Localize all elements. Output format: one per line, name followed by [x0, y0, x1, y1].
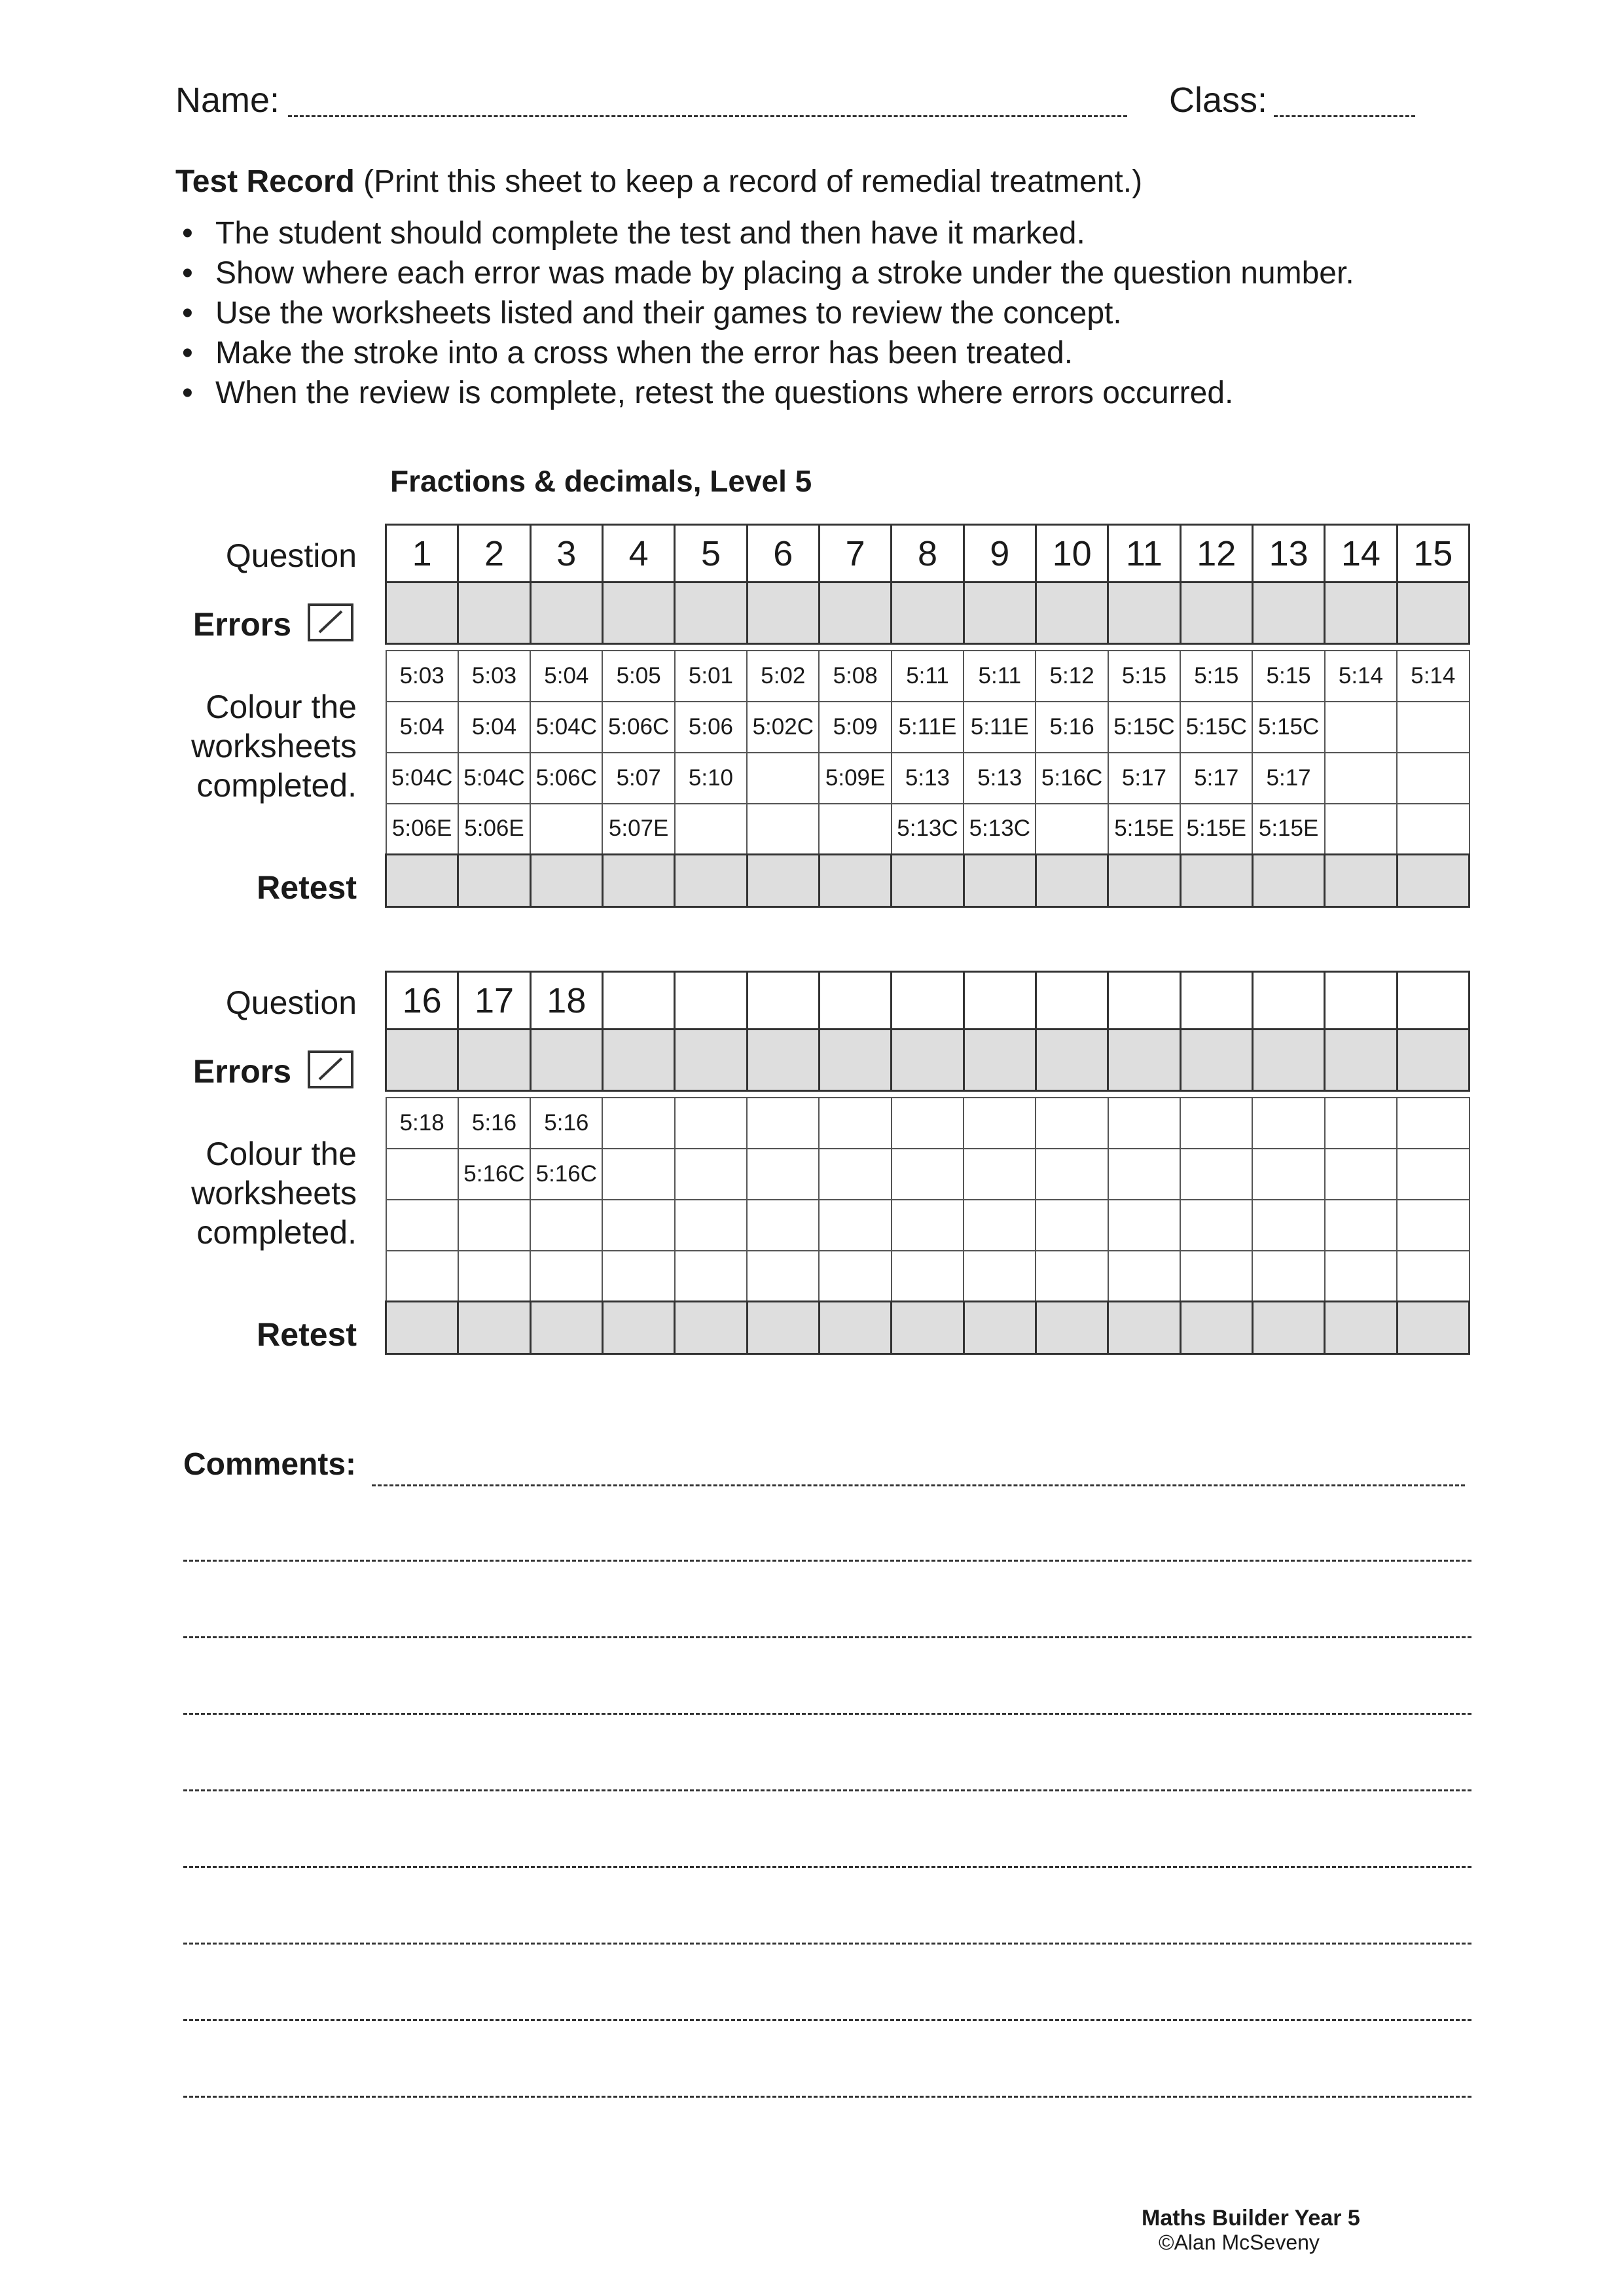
worksheet-cell[interactable] [530, 804, 602, 855]
worksheet-cell[interactable]: 5:15 [1108, 651, 1180, 702]
stroke-key-icon [308, 603, 353, 641]
worksheet-cell[interactable]: 5:14 [1325, 651, 1397, 702]
worksheet-cell[interactable] [458, 1251, 530, 1302]
retest-label: Retest [257, 869, 357, 906]
worksheet-cell[interactable] [1036, 1149, 1108, 1200]
worksheet-cell[interactable] [1325, 753, 1397, 804]
worksheet-cell[interactable]: 5:02 [747, 651, 819, 702]
retest-cell[interactable] [1180, 855, 1252, 907]
worksheet-cell[interactable] [1180, 1149, 1252, 1200]
retest-cell[interactable] [747, 1302, 819, 1354]
worksheet-cell[interactable] [530, 1251, 602, 1302]
worksheet-cell[interactable]: 5:09E [819, 753, 891, 804]
colour-instruction [56, 1134, 357, 1252]
worksheet-cell[interactable] [1108, 1098, 1180, 1149]
worksheet-cell[interactable] [964, 1098, 1036, 1149]
footer-title: Maths Builder Year 5 [1142, 2206, 1360, 2231]
worksheet-cell[interactable] [747, 1200, 819, 1251]
worksheet-cell[interactable] [892, 1200, 964, 1251]
worksheet-cell[interactable] [1036, 1251, 1108, 1302]
question-number: 5 [675, 525, 747, 583]
worksheet-cell[interactable] [964, 1200, 1036, 1251]
question-number: 3 [530, 525, 602, 583]
retest-cell[interactable] [964, 855, 1036, 907]
question-number: 9 [964, 525, 1036, 583]
worksheet-cell[interactable] [819, 1251, 891, 1302]
instruction-item: • Make the stroke into a cross when the error has been treated. [175, 333, 1354, 373]
worksheet-cell[interactable]: 5:11 [964, 651, 1036, 702]
worksheet-cell[interactable]: 5:15E [1180, 804, 1252, 855]
worksheet-cell[interactable]: 5:15 [1180, 651, 1252, 702]
colour-line-3: completed. [196, 1214, 357, 1251]
retest-cell[interactable] [458, 1302, 530, 1354]
colour-line-1: Colour the [206, 1136, 357, 1172]
error-cell[interactable] [892, 583, 964, 644]
worksheet-cell[interactable]: 5:01 [675, 651, 747, 702]
worksheet-cell[interactable]: 5:15C [1108, 702, 1180, 753]
colour-line-2: worksheets [191, 1175, 357, 1211]
question-label: Question [225, 537, 357, 574]
worksheet-cell[interactable]: 5:11E [892, 702, 964, 753]
worksheet-cell[interactable] [1397, 1098, 1469, 1149]
retest-cell[interactable] [675, 1302, 747, 1354]
worksheet-cell[interactable]: 5:15C [1252, 702, 1324, 753]
worksheet-cell[interactable] [1397, 753, 1469, 804]
error-cell[interactable] [1397, 1030, 1469, 1091]
retest-cell[interactable] [530, 855, 602, 907]
question-number: 16 [386, 972, 458, 1030]
question-number [1180, 972, 1252, 1030]
worksheet-cell[interactable]: 5:06C [530, 753, 602, 804]
worksheet-cell[interactable] [1252, 1149, 1324, 1200]
retest-cell[interactable] [1180, 1302, 1252, 1354]
error-cell[interactable] [1252, 583, 1324, 644]
error-cell[interactable] [964, 583, 1036, 644]
worksheet-cell[interactable]: 5:17 [1108, 753, 1180, 804]
worksheet-cell[interactable] [1397, 804, 1469, 855]
question-number: 11 [1108, 525, 1180, 583]
worksheet-cell[interactable] [1397, 702, 1469, 753]
worksheet-cell[interactable]: 5:04 [458, 702, 530, 753]
worksheet-cell[interactable]: 5:06E [458, 804, 530, 855]
comment-line[interactable] [183, 2096, 1471, 2098]
worksheet-cell[interactable] [1397, 1251, 1469, 1302]
worksheet-cell[interactable]: 5:16 [1036, 702, 1108, 753]
worksheet-cell[interactable]: 5:11E [964, 702, 1036, 753]
retest-cell[interactable] [747, 855, 819, 907]
worksheet-cell[interactable]: 5:05 [602, 651, 674, 702]
worksheet-cell[interactable] [819, 1149, 891, 1200]
colour-line-2: worksheets [191, 728, 357, 764]
worksheet-cell[interactable] [1180, 1251, 1252, 1302]
worksheet-cell[interactable]: 5:06C [602, 702, 674, 753]
retest-cell[interactable] [675, 855, 747, 907]
worksheet-cell[interactable]: 5:02C [747, 702, 819, 753]
comment-line[interactable] [183, 1943, 1471, 1945]
retest-cell[interactable] [892, 1302, 964, 1354]
worksheet-cell[interactable] [747, 1098, 819, 1149]
worksheet-row [386, 702, 1470, 753]
worksheet-cell[interactable]: 5:16 [530, 1098, 602, 1149]
worksheet-cell[interactable] [675, 804, 747, 855]
worksheet-cell[interactable] [602, 1200, 674, 1251]
instruction-item: • Use the worksheets listed and their games to review the concept. [175, 293, 1354, 333]
worksheet-cell[interactable] [1397, 1149, 1469, 1200]
worksheet-cell[interactable]: 5:07E [602, 804, 674, 855]
question-number [602, 972, 674, 1030]
worksheet-cell[interactable] [747, 753, 819, 804]
retest-cell[interactable] [530, 1302, 602, 1354]
worksheet-cell[interactable]: 5:06E [386, 804, 458, 855]
worksheet-cell[interactable]: 5:13 [892, 753, 964, 804]
worksheet-cell[interactable] [747, 804, 819, 855]
question-number: 2 [458, 525, 530, 583]
instruction-item: • When the review is complete, retest the questions where errors occurred. [175, 373, 1354, 413]
error-cell[interactable] [1108, 1030, 1180, 1091]
worksheet-cell[interactable] [1036, 804, 1108, 855]
error-cell[interactable] [819, 1030, 891, 1091]
error-cell[interactable] [458, 583, 530, 644]
comment-line[interactable] [183, 1866, 1471, 1868]
worksheet-row [386, 651, 1470, 702]
worksheet-cell[interactable]: 5:17 [1180, 753, 1252, 804]
question-number: 7 [819, 525, 891, 583]
worksheet-cell[interactable] [1108, 1251, 1180, 1302]
worksheet-cell[interactable] [1108, 1200, 1180, 1251]
worksheet-cell[interactable]: 5:15E [1252, 804, 1324, 855]
worksheet-cell[interactable] [530, 1200, 602, 1251]
instruction-item: • Show where each error was made by placing a stroke under the question number. [175, 253, 1354, 293]
name-label: Name: [175, 81, 280, 120]
errors-row [386, 1030, 1470, 1091]
error-cell[interactable] [1397, 583, 1469, 644]
worksheet-cell[interactable] [675, 1149, 747, 1200]
section-title: Fractions & decimals, Level 5 [390, 464, 812, 498]
worksheet-cell[interactable] [675, 1200, 747, 1251]
question-number [1252, 972, 1324, 1030]
worksheet-cell[interactable] [819, 1098, 891, 1149]
worksheet-cell[interactable]: 5:12 [1036, 651, 1108, 702]
worksheet-row [386, 804, 1470, 855]
errors-row [386, 583, 1470, 644]
retest-cell[interactable] [819, 855, 891, 907]
worksheet-cell[interactable]: 5:04C [458, 753, 530, 804]
worksheet-cell[interactable] [964, 1251, 1036, 1302]
worksheet-cell[interactable] [1325, 1098, 1397, 1149]
question-number [675, 972, 747, 1030]
worksheet-cell[interactable]: 5:04 [386, 702, 458, 753]
worksheet-cell[interactable]: 5:16 [458, 1098, 530, 1149]
question-label: Question [225, 984, 357, 1021]
class-label: Class: [1169, 81, 1268, 120]
instruction-list [175, 213, 1354, 413]
worksheet-cell[interactable] [964, 1149, 1036, 1200]
question-number: 1 [386, 525, 458, 583]
worksheet-cell[interactable]: 5:03 [386, 651, 458, 702]
error-cell[interactable] [819, 583, 891, 644]
worksheet-cell[interactable]: 5:11 [892, 651, 964, 702]
error-cell[interactable] [1180, 1030, 1252, 1091]
error-cell[interactable] [964, 1030, 1036, 1091]
worksheet-row [386, 753, 1470, 804]
worksheet-row [386, 1149, 1470, 1200]
worksheet-row [386, 1200, 1470, 1251]
question-number: 15 [1397, 525, 1469, 583]
retest-label: Retest [257, 1316, 357, 1353]
worksheet-cell[interactable] [819, 1200, 891, 1251]
question-number: 13 [1252, 525, 1324, 583]
question-row [386, 972, 1470, 1030]
worksheet-cell[interactable]: 5:14 [1397, 651, 1469, 702]
retest-cell[interactable] [1252, 1302, 1324, 1354]
question-number [1036, 972, 1108, 1030]
question-number: 6 [747, 525, 819, 583]
comment-line[interactable] [372, 1484, 1465, 1486]
retest-cell[interactable] [386, 1302, 458, 1354]
retest-cell[interactable] [964, 1302, 1036, 1354]
retest-cell[interactable] [458, 855, 530, 907]
question-number [1108, 972, 1180, 1030]
retest-cell[interactable] [1325, 855, 1397, 907]
question-number: 8 [892, 525, 964, 583]
test-record-title [175, 164, 1142, 200]
worksheet-cell[interactable] [386, 1149, 458, 1200]
question-number [1325, 972, 1397, 1030]
retest-cell[interactable] [1108, 855, 1180, 907]
retest-cell[interactable] [819, 1302, 891, 1354]
worksheet-cell[interactable]: 5:16C [458, 1149, 530, 1200]
error-cell[interactable] [1108, 583, 1180, 644]
error-cell[interactable] [602, 1030, 674, 1091]
error-cell[interactable] [1036, 583, 1108, 644]
comment-line[interactable] [183, 2019, 1471, 2021]
worksheet-cell[interactable]: 5:16C [1036, 753, 1108, 804]
worksheet-cell[interactable] [1325, 1200, 1397, 1251]
question-number [892, 972, 964, 1030]
retest-cell[interactable] [1036, 1302, 1108, 1354]
comments-label: Comments: [183, 1447, 357, 1482]
worksheet-cell[interactable] [602, 1251, 674, 1302]
worksheet-cell[interactable] [386, 1200, 458, 1251]
record-table-2 [385, 971, 1470, 1355]
comment-line[interactable] [183, 1713, 1471, 1715]
worksheet-cell[interactable]: 5:17 [1252, 753, 1324, 804]
error-cell[interactable] [602, 583, 674, 644]
worksheet-cell[interactable]: 5:07 [602, 753, 674, 804]
worksheet-cell[interactable] [892, 1098, 964, 1149]
comment-line[interactable] [183, 1789, 1471, 1791]
worksheet-cell[interactable]: 5:15E [1108, 804, 1180, 855]
worksheet-cell[interactable]: 5:04 [530, 651, 602, 702]
worksheet-cell[interactable]: 5:08 [819, 651, 891, 702]
comment-line[interactable] [183, 1560, 1471, 1562]
worksheet-cell[interactable] [1325, 804, 1397, 855]
test-record-note: (Print this sheet to keep a record of remedial treatment.) [354, 164, 1143, 199]
retest-cell[interactable] [1252, 855, 1324, 907]
comment-line[interactable] [183, 1636, 1471, 1638]
question-number: 18 [530, 972, 602, 1030]
retest-cell[interactable] [386, 855, 458, 907]
worksheet-cell[interactable] [1252, 1251, 1324, 1302]
worksheet-cell[interactable] [386, 1251, 458, 1302]
worksheet-row [386, 1251, 1470, 1302]
worksheet-cell[interactable] [1397, 1200, 1469, 1251]
error-cell[interactable] [1252, 1030, 1324, 1091]
error-cell[interactable] [1325, 1030, 1397, 1091]
retest-cell[interactable] [1036, 855, 1108, 907]
error-cell[interactable] [675, 1030, 747, 1091]
footer-copyright: ©Alan McSeveny [1159, 2231, 1320, 2254]
error-cell[interactable] [386, 583, 458, 644]
retest-row [386, 1302, 1470, 1354]
worksheet-cell[interactable] [892, 1251, 964, 1302]
worksheet-cell[interactable] [747, 1251, 819, 1302]
worksheet-cell[interactable]: 5:06 [675, 702, 747, 753]
retest-cell[interactable] [1397, 855, 1469, 907]
retest-cell[interactable] [602, 1302, 674, 1354]
retest-cell[interactable] [1397, 1302, 1469, 1354]
question-number: 14 [1325, 525, 1397, 583]
question-number: 12 [1180, 525, 1252, 583]
worksheet-cell[interactable] [1108, 1149, 1180, 1200]
worksheet-cell[interactable]: 5:13C [964, 804, 1036, 855]
name-line[interactable] [288, 115, 1127, 117]
worksheet-cell[interactable] [747, 1149, 819, 1200]
error-cell[interactable] [1036, 1030, 1108, 1091]
question-number [747, 972, 819, 1030]
worksheet-cell[interactable]: 5:13 [964, 753, 1036, 804]
error-cell[interactable] [530, 583, 602, 644]
colour-line-1: Colour the [206, 689, 357, 725]
error-cell[interactable] [747, 1030, 819, 1091]
question-number [819, 972, 891, 1030]
retest-row [386, 855, 1470, 907]
worksheet-cell[interactable] [1325, 702, 1397, 753]
worksheet-cell[interactable] [1180, 1200, 1252, 1251]
retest-cell[interactable] [1108, 1302, 1180, 1354]
worksheet-cell[interactable]: 5:15C [1180, 702, 1252, 753]
worksheet-cell[interactable] [1325, 1251, 1397, 1302]
error-cell[interactable] [1180, 583, 1252, 644]
worksheet-cell[interactable] [1180, 1098, 1252, 1149]
worksheet-cell[interactable] [1252, 1200, 1324, 1251]
worksheet-cell[interactable] [602, 1098, 674, 1149]
worksheet-cell[interactable]: 5:03 [458, 651, 530, 702]
worksheet-cell[interactable] [892, 1149, 964, 1200]
errors-label: Errors [192, 1053, 291, 1090]
worksheet-cell[interactable] [1036, 1098, 1108, 1149]
error-cell[interactable] [747, 583, 819, 644]
worksheet-cell[interactable] [458, 1200, 530, 1251]
errors-label: Errors [192, 606, 291, 643]
error-cell[interactable] [675, 583, 747, 644]
worksheet-cell[interactable]: 5:04C [386, 753, 458, 804]
worksheet-cell[interactable] [819, 804, 891, 855]
error-cell[interactable] [530, 1030, 602, 1091]
worksheet-cell[interactable] [602, 1149, 674, 1200]
class-line[interactable] [1274, 115, 1415, 117]
retest-cell[interactable] [892, 855, 964, 907]
colour-line-3: completed. [196, 767, 357, 804]
error-cell[interactable] [386, 1030, 458, 1091]
retest-cell[interactable] [602, 855, 674, 907]
test-record-bold: Test Record [175, 164, 355, 199]
worksheet-cell[interactable] [675, 1251, 747, 1302]
worksheet-cell[interactable] [1036, 1200, 1108, 1251]
question-number [1397, 972, 1469, 1030]
worksheet-row [386, 1098, 1470, 1149]
record-table-1 [385, 524, 1470, 908]
worksheet-cell[interactable] [1325, 1149, 1397, 1200]
question-number [964, 972, 1036, 1030]
worksheet-cell[interactable] [1252, 1098, 1324, 1149]
worksheet-cell[interactable]: 5:10 [675, 753, 747, 804]
worksheet-cell[interactable]: 5:04C [530, 702, 602, 753]
question-number: 4 [602, 525, 674, 583]
question-row [386, 525, 1470, 583]
question-number: 10 [1036, 525, 1108, 583]
worksheet-cell[interactable]: 5:15 [1252, 651, 1324, 702]
error-cell[interactable] [458, 1030, 530, 1091]
worksheet-cell[interactable]: 5:09 [819, 702, 891, 753]
error-cell[interactable] [892, 1030, 964, 1091]
stroke-key-icon [308, 1050, 353, 1088]
error-cell[interactable] [1325, 583, 1397, 644]
question-number: 17 [458, 972, 530, 1030]
worksheet-cell[interactable]: 5:18 [386, 1098, 458, 1149]
instruction-item: • The student should complete the test and then have it marked. [175, 213, 1354, 253]
worksheet-cell[interactable] [675, 1098, 747, 1149]
retest-cell[interactable] [1325, 1302, 1397, 1354]
worksheet-cell[interactable]: 5:16C [530, 1149, 602, 1200]
colour-instruction [56, 687, 357, 805]
worksheet-cell[interactable]: 5:13C [892, 804, 964, 855]
